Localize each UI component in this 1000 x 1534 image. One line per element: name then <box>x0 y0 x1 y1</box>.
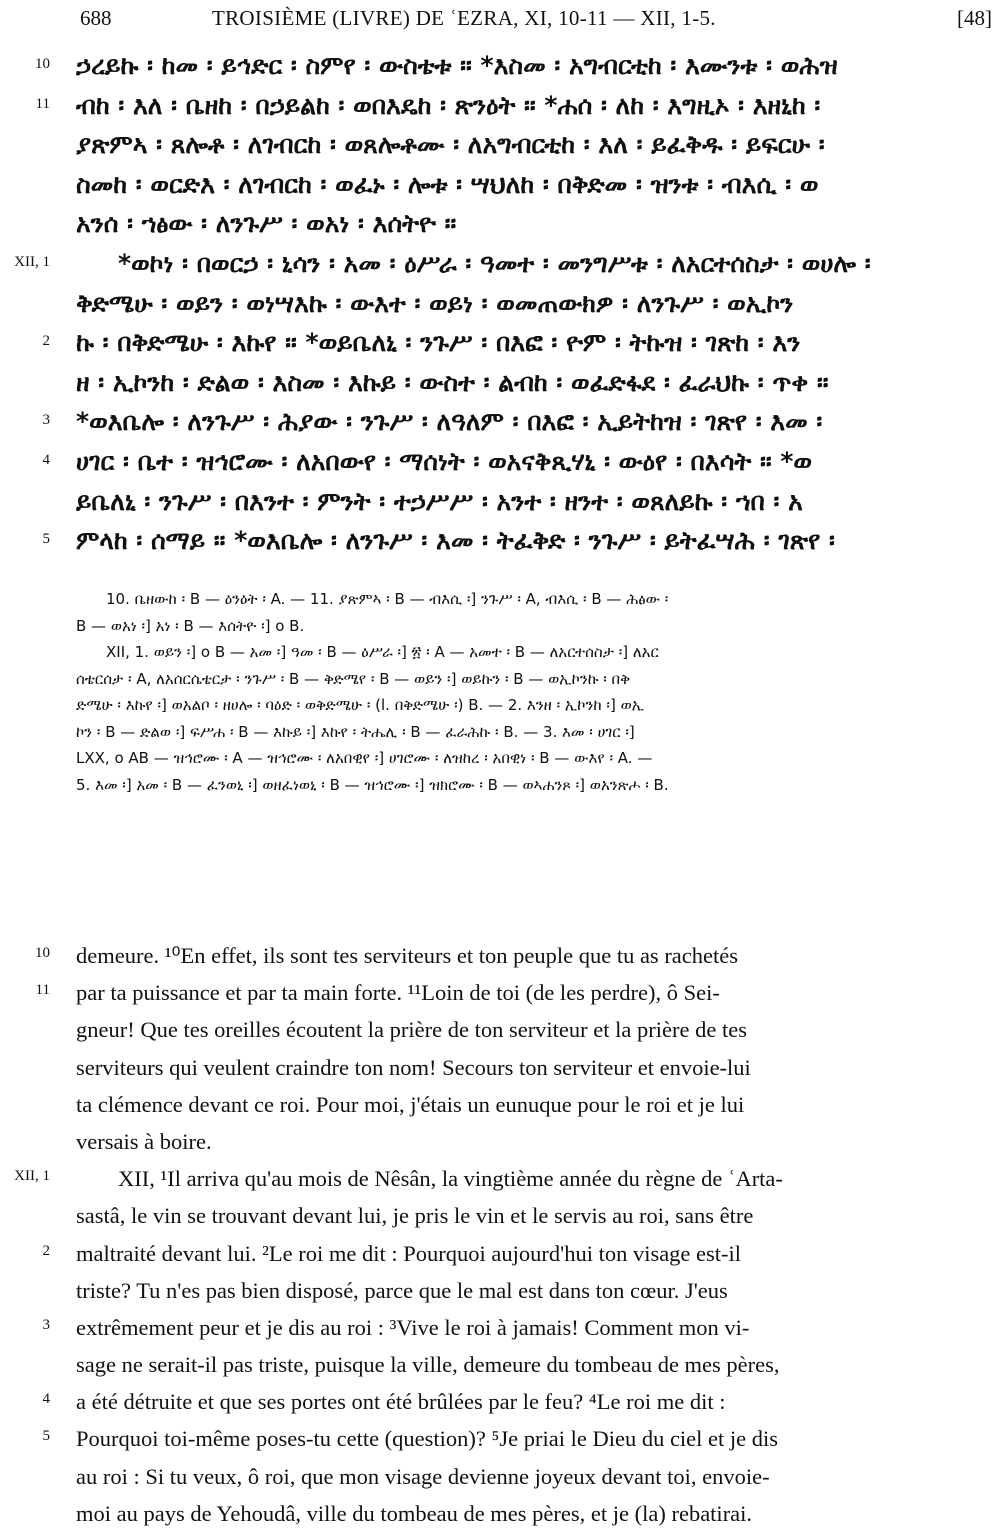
verse-number: 11 <box>35 95 50 112</box>
french-line-text: par ta puissance et par ta main forte. ¹¹Loin de toi (de les perdre), ô Sei- <box>76 980 720 1006</box>
ethiopic-line-text: *ወኮነ ፡ በወርኃ ፡ ኒሳን ፡ አመ ፡ ዕሥራ ፡ ዓመተ ፡ መንግሥቱ ፡ ለአርተሰስታ ፡ ወሀሎ ፡ <box>118 248 871 278</box>
ethiopic-line <box>0 404 1000 444</box>
french-line <box>0 1274 1000 1311</box>
ethiopic-line <box>0 246 1000 286</box>
french-line <box>0 976 1000 1013</box>
ethiopic-line-text: ሀገር ፡ ቤተ ፡ ዝኅሮሙ ፡ ለአበውየ ፡ ማሰነት ፡ ወአናቅጺሃኒ ፡ ውዕየ ፡ በእሳት ። *ወ <box>76 446 813 476</box>
ethiopic-line-text: አንሰ ፡ ኀፅው ፡ ለንጉሥ ፡ ወአነ ፡ እሰትዮ ። <box>76 209 457 239</box>
verse-number: 11 <box>35 982 50 999</box>
french-line <box>0 1385 1000 1422</box>
apparatus-line: B — ወአነ ፡] አነ ፡ B — እሰትዮ ፡] o B. <box>76 616 305 635</box>
french-line-text: extrêmement peur et je dis au roi : ³Vive le roi à jamais! Comment mon vi- <box>76 1314 750 1340</box>
ethiopic-line <box>0 167 1000 207</box>
french-line-text: moi au pays de Yehoudâ, ville du tombeau de mes pères, et je (la) rebatirai. <box>76 1500 753 1526</box>
french-line <box>0 1237 1000 1274</box>
french-line-text: ta clémence devant ce roi. Pour moi, j'étais un eunuque pour le roi et je lui <box>76 1091 745 1117</box>
page-number: 688 <box>80 6 112 30</box>
verse-number: 3 <box>42 1316 50 1333</box>
apparatus-line: ሰቴርሰታ ፡ A, ለአሰርሴቴርታ ፡ ንጉሥ ፡ B — ቅድሜየ ፡ B — ወይን ፡] ወይኩን ፡ B — ወኢኮንኩ ፡ በቅ <box>76 669 631 688</box>
verse-number: 2 <box>42 1242 50 1259</box>
french-line-text: maltraité devant lui. ²Le roi me dit : Pourquoi aujourd'hui ton visage est-il <box>76 1240 742 1266</box>
french-line <box>0 1013 1000 1050</box>
verse-number: 4 <box>42 1391 50 1408</box>
critical-apparatus <box>76 586 996 798</box>
french-line <box>0 1088 1000 1125</box>
verse-number: 2 <box>42 333 50 350</box>
apparatus-line: 5. እመ ፡] አመ ፡ B — ፈንወኒ ፡] ወዘፈነወኒ ፡ B — ዝኅሮሙ ፡] ዝክሮሙ ፡ B — ወኣሐንጾ ፡] ወአንጽሖ ፡ B. <box>76 775 669 794</box>
ethiopic-text-block <box>0 48 1000 563</box>
french-line <box>0 1162 1000 1199</box>
ethiopic-line <box>0 127 1000 167</box>
verse-number: 5 <box>42 1428 50 1445</box>
french-line <box>0 1125 1000 1162</box>
ethiopic-line-text: ስመከ ፡ ወርድእ ፡ ለገብርከ ፡ ወፈኑ ፡ ሎቱ ፡ ሣህለከ ፡ በቅድመ ፡ ዝንቱ ፡ ብእሲ ፡ ወ <box>76 169 819 199</box>
running-title: TROISIÈME (LIVRE) DE ʿEZRA, XI, 10-11 — XII, 1-5. <box>212 6 716 30</box>
verse-number: 3 <box>42 412 50 429</box>
french-line-text: sage ne serait-il pas triste, puisque la ville, demeure du tombeau de mes pères, <box>76 1352 780 1378</box>
apparatus-line: ኮን ፡ B — ድልወ ፡] ፍሥሐ ፡ B — እኩይ ፡] እኩየ ፡ ትሔሊ ፡ B — ፈራሕኩ ፡ B. — 3. እመ ፡ ሀገር ፡] <box>76 722 635 741</box>
ethiopic-line <box>0 48 1000 88</box>
apparatus-line: 10. ቤዘውከ ፡ B — ዕንዕት ፡ A. — 11. ያጽምኣ ፡ B — ብእሲ ፡] ንጉሥ ፡ A, ብእሲ ፡ B — ሕፅው ፡ <box>106 590 669 608</box>
french-line <box>0 1497 1000 1534</box>
french-line <box>0 1460 1000 1497</box>
ethiopic-line-text: ኃረይኩ ፡ ከመ ፡ ይኅድር ፡ ስምየ ፡ ውስቴቱ ። *እስመ ፡ አግብርቲከ ፡ እሙንቱ ፡ ወሕዝ <box>76 51 838 80</box>
french-line-text: XII, ¹Il arriva qu'au mois de Nêsân, la vingtième année du règne de ʿArta- <box>118 1166 783 1192</box>
ethiopic-line-text: ቅድሜሁ ፡ ወይን ፡ ወነሣእኩ ፡ ውእተ ፡ ወይነ ፡ ወመጠውክዎ ፡ ለንጉሥ ፡ ወኢኮን <box>76 288 794 318</box>
french-line-text: sastâ, le vin se trouvant devant lui, je pris le vin et le servis au roi, sans être <box>76 1203 754 1229</box>
french-line <box>0 1311 1000 1348</box>
french-line <box>0 1348 1000 1385</box>
french-line-text: a été détruite et que ses portes ont été brûlées par le feu? ⁴Le roi me dit : <box>76 1389 726 1415</box>
ethiopic-line-text: ምላከ ፡ ሰማይ ። *ወእቤሎ ፡ ለንጉሥ ፡ እመ ፡ ትፈቅድ ፡ ንጉሥ ፡ ይትፈሣሕ ፡ ገጽየ ፡ <box>76 526 835 556</box>
french-line-text: demeure. ¹⁰En effet, ils sont tes serviteurs et ton peuple que tu as rachetés <box>76 943 739 968</box>
ethiopic-line-text: ብከ ፡ እለ ፡ ቤዘከ ፡ በኃይልከ ፡ ወበእዴከ ፡ ጽንዕት ። *ሐሰ ፡ ለከ ፡ እግዚኦ ፡ እዘኒከ ፡ <box>76 90 821 120</box>
ethiopic-line <box>0 365 1000 405</box>
verse-number: XII, 1 <box>14 1168 50 1185</box>
ethiopic-line <box>0 444 1000 484</box>
french-line-text: triste? Tu n'es pas bien disposé, parce que le mal est dans ton cœur. J'eus <box>76 1277 728 1303</box>
verse-number: 10 <box>35 56 50 72</box>
french-line <box>0 1422 1000 1459</box>
ethiopic-line <box>0 325 1000 365</box>
ethiopic-line-text: ያጽምኣ ፡ ጸሎቶ ፡ ለገብርከ ፡ ወጸሎቶሙ ፡ ለአግብርቲከ ፡ እለ ፡ ይፈቅዱ ፡ ይፍርሁ ፡ <box>76 130 825 160</box>
french-line-text: gneur! Que tes oreilles écoutent la prière de ton serviteur et la prière de tes <box>76 1017 747 1043</box>
verse-number: 4 <box>42 451 50 468</box>
ethiopic-line-text: ዘ ፡ ኢኮንከ ፡ ድልወ ፡ እስመ ፡ እኩይ ፡ ውስተ ፡ ልብከ ፡ ወፈድፋደ ፡ ፈራህኩ ፡ ጥቀ ። <box>76 367 829 397</box>
page-header <box>0 6 1000 34</box>
french-line-text: serviteurs qui veulent craindre ton nom! Secours ton serviteur et envoie-lui <box>76 1054 751 1080</box>
ethiopic-line-text: ይቤለኒ ፡ ንጉሥ ፡ በእንተ ፡ ምንት ፡ ተኃሥሥ ፡ አንተ ፡ ዘንተ ፡ ወጸለይኩ ፡ ኀበ ፡ አ <box>76 486 803 516</box>
french-line <box>0 1199 1000 1236</box>
apparatus-line: LXX, o AB — ዝኅሮሙ ፡ A — ዝኅሮሙ ፡ ለአበዊየ ፡] ሀገሮሙ ፡ ለዝከረ ፡ አበዊነ ፡ B — ውእየ ፡ A. — <box>76 749 653 767</box>
verse-number: XII, 1 <box>14 253 50 270</box>
verse-number: 10 <box>35 945 50 961</box>
ethiopic-line <box>0 523 1000 563</box>
apparatus-line: XII, 1. ወይን ፡] o B — አመ ፡] ዓመ ፡ B — ዕሥራ ፡] ፳ ፡ A — አመተ ፡ B — ለአርተሰስታ ፡] ለአር <box>106 643 659 661</box>
french-line-text: Pourquoi toi-même poses-tu cette (question)? ⁵Je priai le Dieu du ciel et je dis <box>76 1426 779 1452</box>
french-line-text: versais à boire. <box>76 1128 212 1154</box>
french-line <box>0 939 1000 976</box>
verse-number: 5 <box>42 531 50 548</box>
ethiopic-line-text: ኩ ፡ በቅድሜሁ ፡ እኩየ ። *ወይቤለኒ ፡ ንጉሥ ፡ በእፎ ፡ ዮም ፡ ትኩዝ ፡ ገጽከ ፡ እን <box>76 328 801 358</box>
ethiopic-line <box>0 206 1000 246</box>
french-line-text: au roi : Si tu veux, ô roi, que mon visage devienne joyeux devant toi, envoie- <box>76 1463 770 1489</box>
signature-mark: [48] <box>957 6 992 30</box>
french-line <box>0 1051 1000 1088</box>
ethiopic-line <box>0 484 1000 524</box>
french-translation-block <box>0 939 1000 1534</box>
apparatus-line: ድሜሁ ፡ እኩየ ፡] ወአልቦ ፡ ዘሀሎ ፡ ባዕድ ፡ ወቅድሜሁ ፡ (l. በቅድሜሁ ፡) B. — 2. እንዘ ፡ ኢኮንከ ፡] ወኢ <box>76 696 645 714</box>
ethiopic-line <box>0 286 1000 326</box>
ethiopic-line-text: *ወእቤሎ ፡ ለንጉሥ ፡ ሕያው ፡ ንጉሥ ፡ ለዓለም ፡ በእፎ ፡ ኢይትከዝ ፡ ገጽየ ፡ እመ ፡ <box>76 407 823 437</box>
ethiopic-line <box>0 88 1000 128</box>
